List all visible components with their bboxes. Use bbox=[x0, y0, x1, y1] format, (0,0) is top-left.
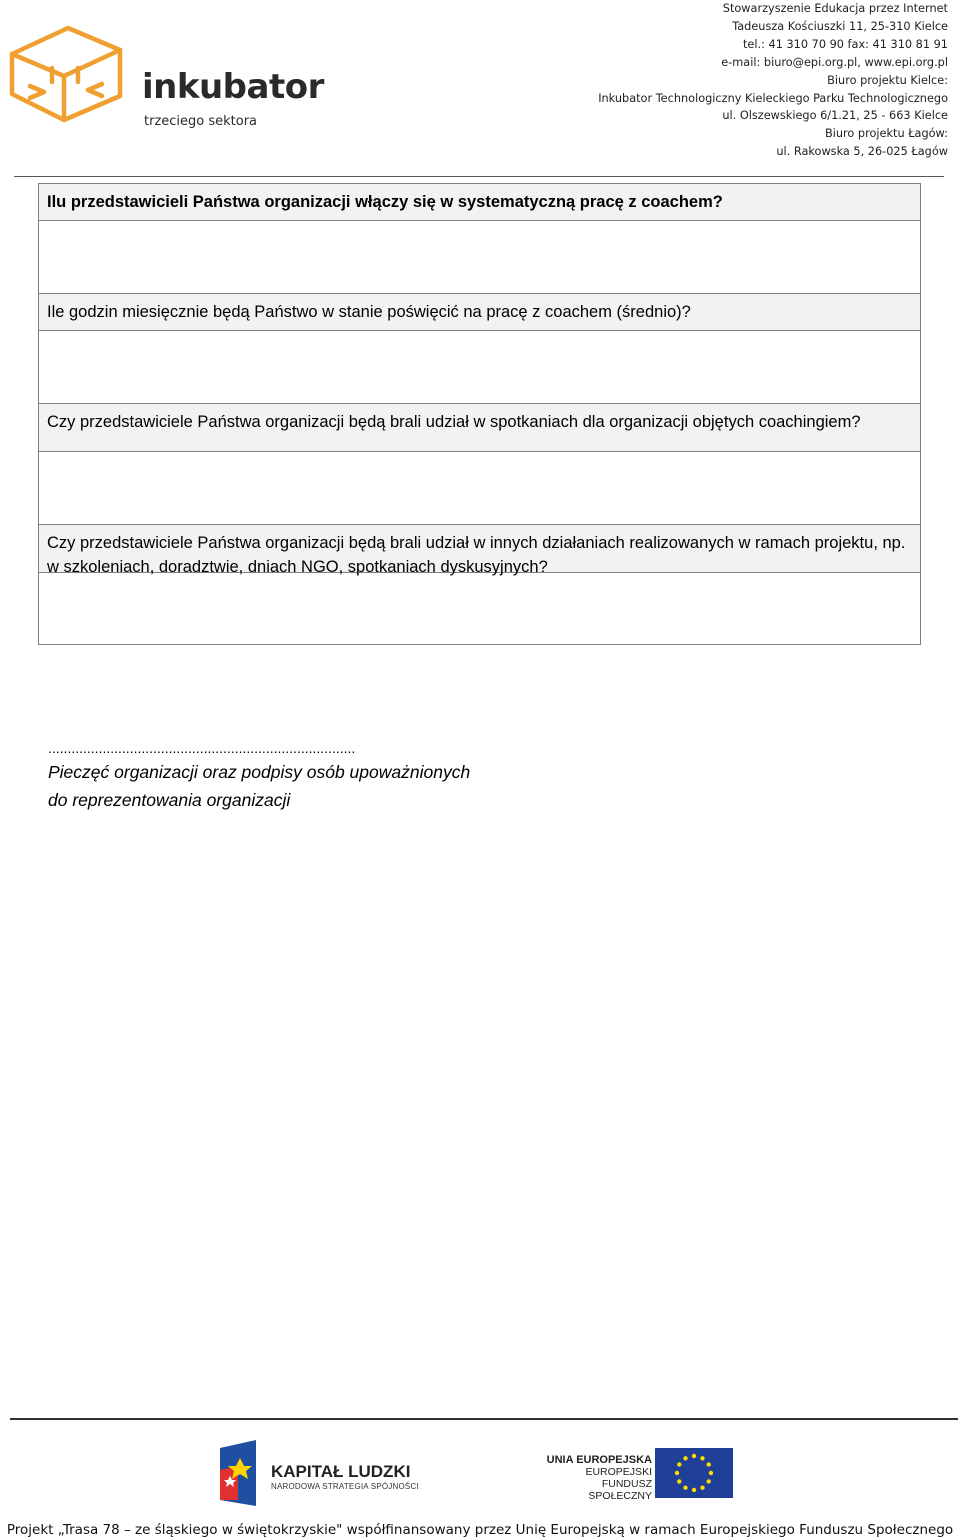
question-cell: Ilu przedstawicieli Państwa organizacji włączy się w systematyczną pracę z coachem? bbox=[38, 183, 921, 221]
contact-line: ul. Olszewskiego 6/1.21, 25 - 663 Kielce bbox=[722, 109, 948, 123]
eu-line-3: FUNDUSZ SPOŁECZNY bbox=[588, 1478, 652, 1502]
contact-line: Biuro projektu Łagów: bbox=[824, 127, 948, 141]
project-footer-text: Projekt „Trasa 78 – ze śląskiego w świętokrzyskie" współfinansowany przez Unię Europejską w ramach Europejskiego Funduszu Społecznego bbox=[6, 1522, 954, 1538]
contact-line: Biuro projektu Kielce: bbox=[827, 73, 948, 87]
contact-line: ul. Rakowska 5, 26-025 Łagów bbox=[776, 145, 948, 159]
kapital-ludzki-logo bbox=[216, 1440, 436, 1508]
logo-subtitle: trzeciego sektora bbox=[144, 114, 258, 129]
signature-caption-2: do reprezentowania organizacji bbox=[48, 790, 291, 810]
signature-caption-1: Pieczęć organizacji oraz podpisy osób upoważnionych bbox=[48, 762, 471, 782]
organization-logo bbox=[8, 24, 324, 129]
kl-subtitle: NARODOWA STRATEGIA SPÓJNOŚCI bbox=[271, 1482, 419, 1491]
contact-line: Tadeusza Kościuszki 11, 25-310 Kielce bbox=[732, 19, 948, 33]
contact-line: Stowarzyszenie Edukacja przez Internet bbox=[722, 2, 948, 15]
answer-cell[interactable] bbox=[38, 573, 921, 645]
questionnaire-table bbox=[38, 183, 921, 645]
footer-divider bbox=[10, 1418, 958, 1420]
eu-logo bbox=[540, 1448, 735, 1500]
contact-block bbox=[598, 0, 948, 161]
answer-cell[interactable] bbox=[38, 221, 921, 293]
eu-line-2: EUROPEJSKI bbox=[585, 1466, 652, 1478]
question-cell: Ile godzin miesięcznie będą Państwo w stanie poświęcić na pracę z coachem (średnio)? bbox=[38, 293, 921, 331]
box-logo-icon bbox=[8, 24, 128, 124]
question-cell: Czy przedstawiciele Państwa organizacji będą brali udział w innych działaniach realizowanych w ramach projektu, np. w szkoleniach, doradztwie, dniach NGO, spotkaniach dyskusyjnych? bbox=[38, 524, 921, 573]
header-divider bbox=[14, 176, 944, 177]
signature-line: ............................................................................... bbox=[48, 740, 356, 756]
kl-title: KAPITAŁ LUDZKI bbox=[271, 1462, 411, 1481]
eu-line-1: UNIA EUROPEJSKA bbox=[546, 1454, 652, 1466]
answer-cell[interactable] bbox=[38, 331, 921, 403]
contact-line: Inkubator Technologiczny Kieleckiego Parku Technologicznego bbox=[598, 91, 948, 105]
contact-line: tel.: 41 310 70 90 fax: 41 310 81 91 bbox=[743, 37, 948, 51]
eu-flag-icon bbox=[655, 1448, 733, 1498]
eu-text bbox=[540, 1454, 652, 1502]
logo-title: inkubator bbox=[142, 67, 324, 107]
signature-block bbox=[48, 738, 470, 814]
answer-cell[interactable] bbox=[38, 452, 921, 524]
kapital-ludzki-logo-icon bbox=[216, 1440, 266, 1508]
contact-line: e-mail: biuro@epi.org.pl, www.epi.org.pl bbox=[721, 55, 948, 69]
question-cell: Czy przedstawiciele Państwa organizacji będą brali udział w spotkaniach dla organizacji objętych coachingiem? bbox=[38, 403, 921, 452]
